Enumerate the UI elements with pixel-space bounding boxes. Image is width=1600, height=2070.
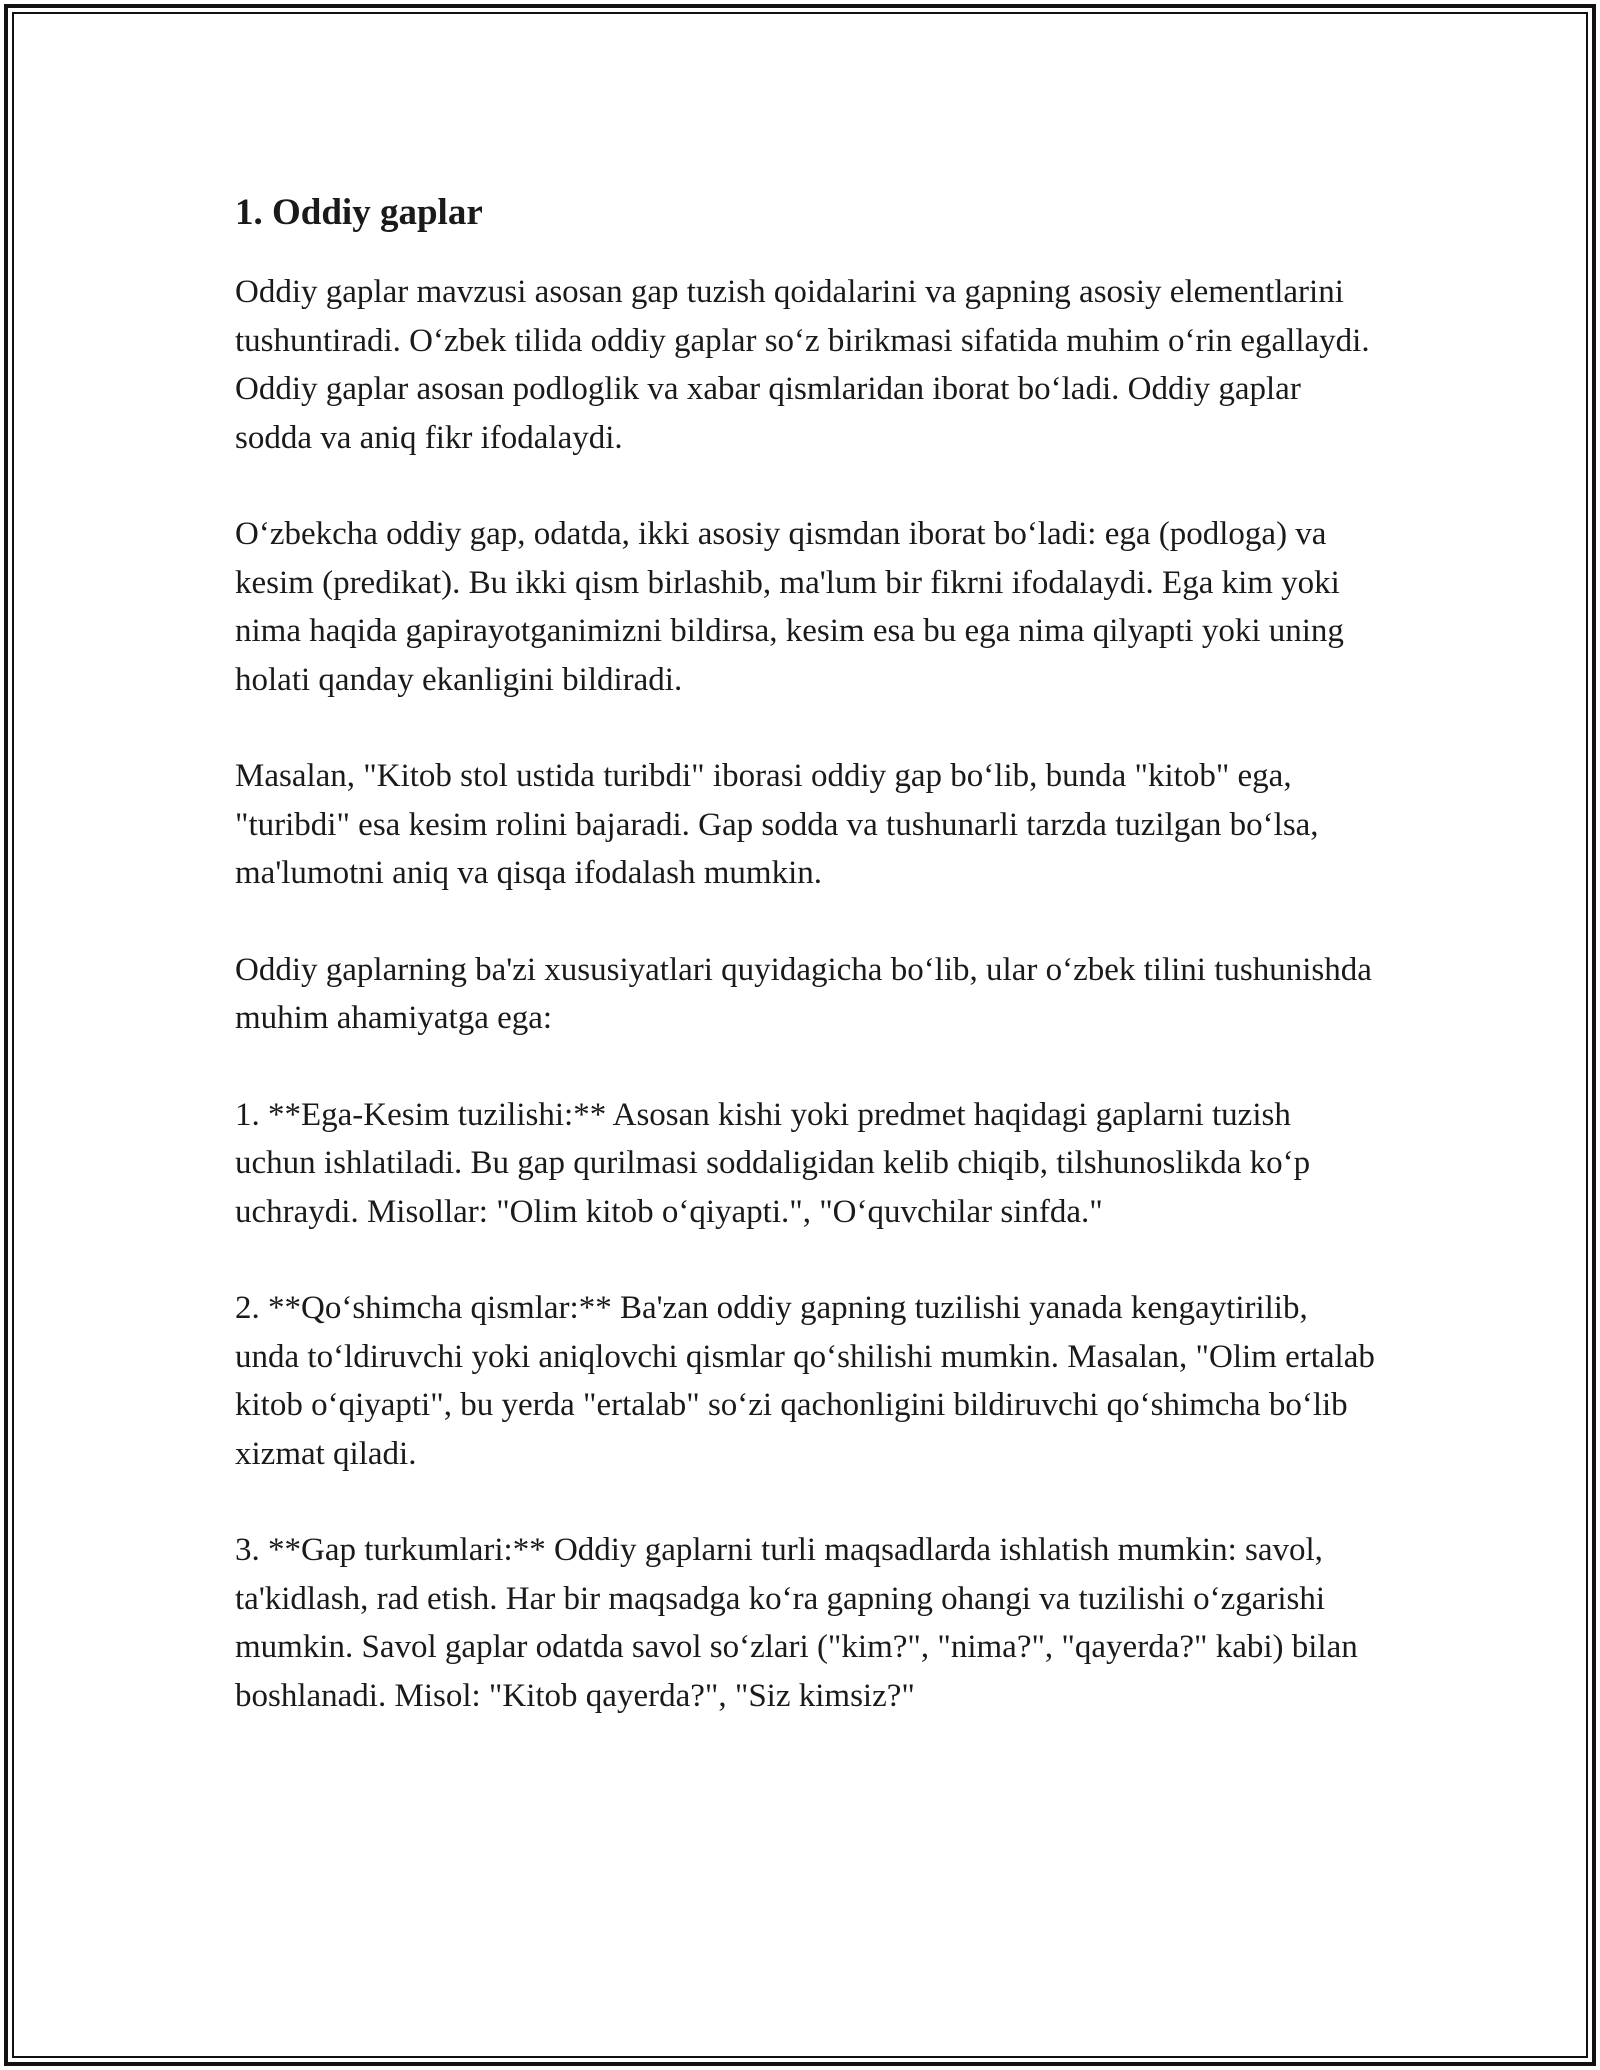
- section-title: 1. Oddiy gaplar: [235, 192, 483, 233]
- list-item-gap-turkumlari: 3. **Gap turkumlari:** Oddiy gaplarni turli maqsadlarda ishlatish mumkin: savol, ta'kidlash, rad etish. Har bir maqsadga ko‘ra gapning ohangi va tuzilishi o‘zgarishi mumkin. Savol gaplar odatda savol so‘zlari ("kim?", "nima?", "qayerda?" kabi) bilan boshlanadi. Misol: "Kitob qayerda?", "Siz kimsiz?": [235, 1532, 1358, 1714]
- list-item-qoshimcha: 2. **Qo‘shimcha qismlar:** Ba'zan oddiy gapning tuzilishi yanada kengaytirilib, unda to‘ldiruvchi yoki aniqlovchi qismlar qo‘shilishi mumkin. Masalan, "Olim ertalab kitob o‘qiyapti", bu yerda "ertalab" so‘zi qachonligini bildiruvchi qo‘shimcha bo‘lib xizmat qiladi.: [235, 1290, 1375, 1472]
- paragraph-features-intro: Oddiy gaplarning ba'zi xususiyatlari quyidagicha bo‘lib, ular o‘zbek tilini tushunishda muhim ahamiyatga ega:: [235, 951, 1372, 1036]
- document-body: [235, 186, 1375, 1768]
- paragraph-structure: O‘zbekcha oddiy gap, odatda, ikki asosiy qismdan iborat bo‘ladi: ega (podloga) va kesim (predikat). Bu ikki qism birlashib, ma'lum bir fikrni ifodalaydi. Ega kim yoki nima haqida gapirayotganimizni bildirsa, kesim esa bu ega nima qilyapti yoki uning holati qanday ekanligini bildiradi.: [235, 516, 1344, 698]
- paragraph-intro: Oddiy gaplar mavzusi asosan gap tuzish qoidalarini va gapning asosiy elementlarini tushuntiradi. O‘zbek tilida oddiy gaplar so‘z birikmasi sifatida muhim o‘rin egallaydi. Oddiy gaplar asosan podloglik va xabar qismlaridan iborat bo‘ladi. Oddiy gaplar sodda va aniq fikr ifodalaydi.: [235, 274, 1370, 456]
- list-item-ega-kesim: 1. **Ega-Kesim tuzilishi:** Asosan kishi yoki predmet haqidagi gaplarni tuzish uchun ishlatiladi. Bu gap qurilmasi soddaligidan kelib chiqib, tilshunoslikda ko‘p uchraydi. Misollar: "Olim kitob o‘qiyapti.", "O‘quvchilar sinfda.": [235, 1096, 1311, 1230]
- paragraph-example: Masalan, "Kitob stol ustida turibdi" iborasi oddiy gap bo‘lib, bunda "kitob" ega, "turibdi" esa kesim rolini bajaradi. Gap sodda va tushunarli tarzda tuzilgan bo‘lsa, ma'lumotni aniq va qisqa ifodalash mumkin.: [235, 758, 1319, 891]
